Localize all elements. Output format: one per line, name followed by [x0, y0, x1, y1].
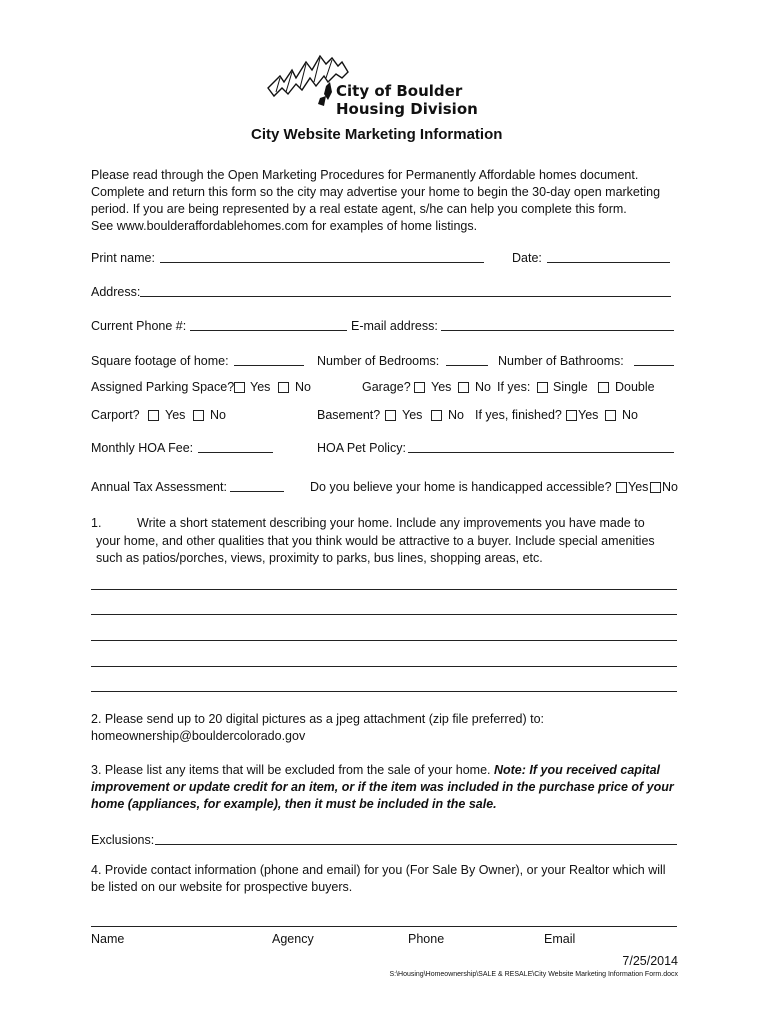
q1-answer-line-1[interactable] [91, 589, 677, 590]
current-phone-field[interactable] [190, 330, 347, 331]
garage-yes-label: Yes [431, 380, 452, 394]
date-field[interactable] [547, 262, 670, 263]
intro-line-4: See www.boulderaffordablehomes.com for examples of home listings. [91, 219, 478, 233]
parking-yes-checkbox[interactable] [234, 382, 245, 393]
bedrooms-field[interactable] [446, 365, 488, 366]
date-label: Date: [512, 251, 542, 265]
garage-label: Garage? [362, 380, 411, 394]
carport-no-label: No [210, 408, 226, 422]
logo-line2: Housing Division [336, 100, 478, 118]
parking-yes-label: Yes [250, 380, 271, 394]
annual-tax-label: Annual Tax Assessment: [91, 480, 227, 494]
q3-note-1: Note: If you received capital [493, 763, 661, 777]
assigned-parking-label: Assigned Parking Space? [91, 380, 235, 394]
q4-line-1: 4. Provide contact information (phone and email) for you (For Sale By Owner), or your Realtor which will [91, 863, 666, 877]
intro-line-3: period. If you are being represented by a real estate agent, s/he can help you complete this form. [91, 202, 627, 216]
exclusions-label: Exclusions: [91, 833, 155, 847]
address-field[interactable] [140, 296, 671, 297]
handicapped-yes-label: Yes [628, 480, 649, 494]
q2-email: homeownership@bouldercolorado.gov [91, 729, 306, 743]
finished-no-checkbox[interactable] [605, 410, 616, 421]
basement-yes-label: Yes [402, 408, 423, 422]
monthly-hoa-label: Monthly HOA Fee: [91, 441, 194, 455]
contact-phone-label: Phone [408, 932, 445, 946]
bedrooms-label: Number of Bedrooms: [317, 354, 440, 368]
handicapped-no-label: No [662, 480, 678, 494]
garage-double-checkbox[interactable] [598, 382, 609, 393]
carport-label: Carport? [91, 408, 140, 422]
address-label: Address: [91, 285, 141, 299]
basement-label: Basement? [317, 408, 381, 422]
print-name-label: Print name: [91, 251, 155, 265]
carport-no-checkbox[interactable] [193, 410, 204, 421]
page-title: City Website Marketing Information [251, 126, 503, 143]
q2-line-1: 2. Please send up to 20 digital pictures as a jpeg attachment (zip file preferred) to: [91, 712, 545, 726]
q3-note-2: improvement or update credit for an item, or if the item was included in the purchase price of your [91, 780, 674, 794]
parking-no-label: No [295, 380, 311, 394]
logo-line1: City of Boulder [336, 82, 463, 100]
garage-yes-checkbox[interactable] [414, 382, 425, 393]
footer-file-path: S:\Housing\Homeownership\SALE & RESALE\City Website Marketing Information Form.docx [389, 971, 678, 978]
parking-no-checkbox[interactable] [278, 382, 289, 393]
garage-no-checkbox[interactable] [458, 382, 469, 393]
q3-text: 3. Please list any items that will be excluded from the sale of your home. [91, 763, 494, 777]
q1-line-1: Write a short statement describing your home. Include any improvements you have made to [137, 516, 645, 530]
carport-yes-checkbox[interactable] [148, 410, 159, 421]
q1-line-3: such as patios/porches, views, proximity to parks, bus lines, shopping areas, etc. [96, 551, 543, 565]
square-footage-field[interactable] [234, 365, 304, 366]
current-phone-label: Current Phone #: [91, 319, 187, 333]
q1-line-2: your home, and other qualities that you think would be attractive to a buyer. Include special amenities [96, 534, 655, 548]
q1-number: 1. [91, 516, 102, 530]
basement-finished-label: If yes, finished? [475, 408, 562, 422]
q1-answer-line-3[interactable] [91, 640, 677, 641]
exclusions-field[interactable] [155, 844, 677, 845]
garage-single-label: Single [553, 380, 588, 394]
hoa-pet-label: HOA Pet Policy: [317, 441, 406, 455]
square-footage-label: Square footage of home: [91, 354, 229, 368]
q1-answer-line-5[interactable] [91, 691, 677, 692]
garage-if-yes-label: If yes: [497, 380, 531, 394]
bathrooms-field[interactable] [634, 365, 674, 366]
finished-yes-label: Yes [578, 408, 599, 422]
intro-line-1: Please read through the Open Marketing Procedures for Permanently Affordable homes document. [91, 168, 639, 182]
finished-yes-checkbox[interactable] [566, 410, 577, 421]
monthly-hoa-field[interactable] [198, 452, 273, 453]
footer-date: 7/25/2014 [622, 954, 678, 968]
q1-answer-line-2[interactable] [91, 614, 677, 615]
basement-no-label: No [448, 408, 464, 422]
intro-line-2: Complete and return this form so the city may advertise your home to begin the 30-day open marketing [91, 185, 661, 199]
basement-yes-checkbox[interactable] [385, 410, 396, 421]
contact-email-label: Email [544, 932, 576, 946]
garage-no-label: No [475, 380, 491, 394]
contact-agency-label: Agency [272, 932, 314, 946]
basement-no-checkbox[interactable] [431, 410, 442, 421]
q3-line-1 [91, 762, 660, 779]
garage-double-label: Double [615, 380, 655, 394]
finished-no-label: No [622, 408, 638, 422]
q4-line-2: be listed on our website for prospective buyers. [91, 880, 353, 894]
garage-single-checkbox[interactable] [537, 382, 548, 393]
carport-yes-label: Yes [165, 408, 186, 422]
email-label: E-mail address: [351, 319, 438, 333]
print-name-field[interactable] [160, 262, 484, 263]
email-field[interactable] [441, 330, 674, 331]
q3-note-3: home (appliances, for example), then it must be included in the sale. [91, 797, 497, 811]
handicapped-no-checkbox[interactable] [650, 482, 661, 493]
handicapped-label: Do you believe your home is handicapped accessible? [310, 480, 612, 494]
bathrooms-label: Number of Bathrooms: [498, 354, 624, 368]
annual-tax-field[interactable] [230, 491, 284, 492]
hoa-pet-field[interactable] [408, 452, 674, 453]
contact-name-label: Name [91, 932, 125, 946]
contact-info-field[interactable] [91, 926, 677, 927]
handicapped-yes-checkbox[interactable] [616, 482, 627, 493]
q1-answer-line-4[interactable] [91, 666, 677, 667]
